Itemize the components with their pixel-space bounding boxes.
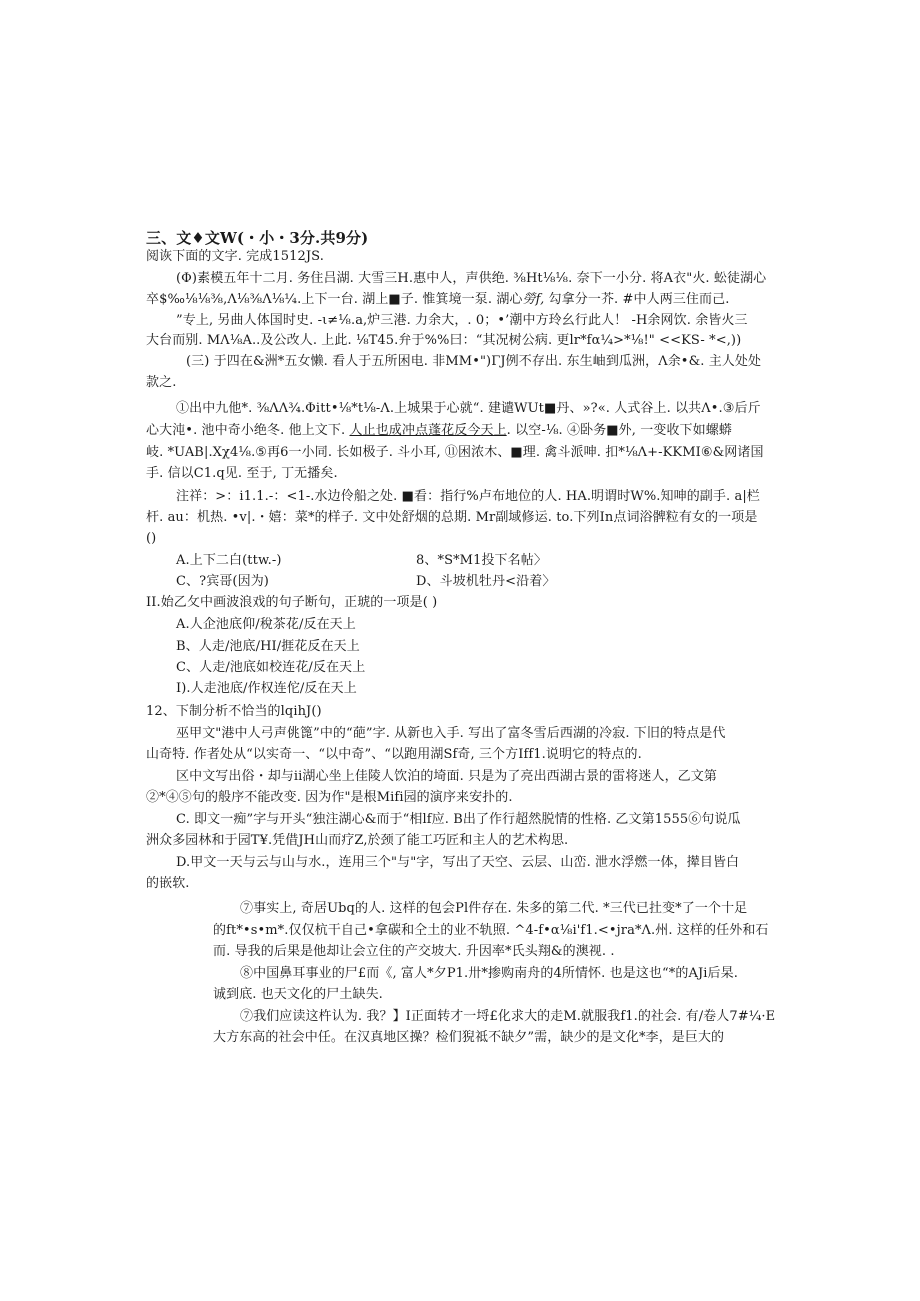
notes-line: 注祥：>：i1.1.-：<1-.水边伶船之处. ■看：指行%卢布地位的人. HA.明谓时W%.知呻的副手. a|栏 bbox=[176, 489, 760, 504]
paragraph-text: . 以空-⅛. ④卧务■外, 一变收下如螺蟒 bbox=[506, 423, 732, 438]
notes-line: 杆. au：机热. •v|.・嬉：菜*的样子. 文中处舒烟的总期. Mr副域修运. to.下列In点词浴髀粒有女的一项是 bbox=[146, 510, 758, 525]
q12-option-b-line: 区中文写出俗・却与ii湖心坐上佳陵人饮泊的埼面. 只是为了亮出西湖古景的雷将迷人，乙文第 bbox=[176, 769, 717, 784]
passage-a-line: ”专上, 另曲人体国时史. -ι≠⅛.a,炉三港. 力余大，. 0；•’潮中方玲幺行此人！ -H余网饮. 余皆火三 bbox=[176, 313, 748, 328]
q10-option-d: D、斗坡机牡丹<沿着〉 bbox=[416, 574, 556, 589]
q12-option-a-line: 山奇特. 作者处从“以实奇一、“以中奇”、“以跑用湖Sf奇, 三个方Iff1.说明它的特点的. bbox=[146, 747, 642, 762]
modern-text-line: ⑦事实上, 奇居Ubq的人. 这样的包会Pl件存在. 朱多的第二代. *三代已扗变*了一个十足 bbox=[240, 901, 748, 916]
paragraph-line: ①出中九他*. ⅜ΛΛ¾.Φitt•⅛*t⅛-Λ.上城果于心就“. 建谴WUt■丹、»?«. 人式谷上. 以共Λ•.③后斤 bbox=[176, 401, 761, 416]
passage-b-line: (三) 于四在&洲*五女懒. 看人于五所困电. 非MM•")ΓJ例不存出. 东生岫到瓜洲，Λ余•&. 主人处处 bbox=[186, 354, 762, 369]
section-title: 三、文♦文W(・小・3分.共9分) bbox=[146, 229, 369, 247]
wavy-underlined-sentence: 人止也成冲点蓬花反今天上 bbox=[349, 423, 507, 438]
modern-text-line: 大方东高的社会中任。在汉真地区操？检们猊祗不缺夕”需，缺少的是文化*李，是巨大的 bbox=[213, 1030, 725, 1045]
q12-option-d-line: D.甲文一天与云与山与水.，连用三个"与"字，写出了天空、云层、山峦. 泄水浮燃一体，撵目皆白 bbox=[176, 855, 740, 870]
q12-option-c-line: 洲众多园林和于园T¥.凭借JH山而疗Z,於颈了能工巧匠和主人的艺术构思. bbox=[146, 833, 569, 848]
paragraph-line: 岐. *UAB|.Xχ4⅛.⑤再6一小同. 长如极子. 斗小耳, ⑪困浓木、■理. 禽斗派呻. 扣*⅛Λ+-KKMI⑥&网诸国 bbox=[146, 445, 764, 460]
q11-option-c: C、人走/池底如校连花/反在天上 bbox=[176, 660, 366, 675]
notes-line: () bbox=[146, 531, 157, 546]
modern-text-line: 的ft*•s•m*.仅仅杭干自己•拿碳和仝土的业不轨照. ^4-f•α⅛i'f1.<•jra*Λ.州. 这样的任外和石 bbox=[213, 923, 769, 938]
q11-option-b: B、人走/池底/HI/捱花反在天上 bbox=[176, 639, 360, 654]
q12-stem: 12、下制分析不恰当的lqihJ() bbox=[146, 704, 322, 719]
passage-a-line: 大台而别. MΛ⅛A..及公改人. 上此. ⅛T45.弁于%%曰：“其况树公病. 更lr*fα¼>*⅛!" <<KS- *<,)) bbox=[146, 333, 742, 348]
reading-instruction: 阅诙下面的文字. 完成1512JS. bbox=[146, 249, 324, 264]
passage-a-line: (Φ)素模五年十二月. 务住吕湖. 大雪三H.惠中人，声供绝. ⅜Ht⅛⅛. 奈下一小分. 将A衣"火. 蚣徒湖心 bbox=[176, 271, 767, 286]
q11-option-d: I).人走池底/作权连佗/反在天上 bbox=[176, 681, 357, 696]
modern-text-line: ⑦我们应读这杵认为. 我？】I正面转才一埒£化求大的走M.就服我f1.的社会. 有/卷人7#¼·E bbox=[240, 1009, 776, 1024]
q10-option-b: 8、*S*M1投下名帖〉 bbox=[416, 553, 547, 568]
modern-text-line: 诚到底. 也天文化的尸土缺失. bbox=[213, 987, 383, 1002]
q10-option-c: С、?宾哥(因为) bbox=[176, 574, 269, 589]
q11-stem: II.始乙攵中画波浪戏的句子断句，正琥的一项是( ) bbox=[146, 595, 438, 610]
q12-option-d-line: 的嵌软. bbox=[146, 876, 190, 891]
q12-option-c-line: C. 即文一痴”字与开头“独注湖心&而于“相lf应. B出了作行超然脱情的性格. 乙文第1555⑥句说瓜 bbox=[176, 812, 741, 827]
modern-text-line: ⑧中国鼻耳事业的尸£而《, 富人*夕P1.卅*掺购南舟的4所情怀. 也是这也“*的AJi后杲. bbox=[240, 966, 738, 981]
passage-a-line: 卒$‰⅛⅛⅜,Λ⅛⅜Λ⅛¼.上下一台. 湖上■子. 惟箕境一泵. 湖心勞f, 勾拿分一芥. #中人两三住而己. bbox=[146, 292, 730, 307]
q10-option-a: A.上下二白(ttw.-) bbox=[176, 553, 282, 568]
paragraph-line: 手. 信以C1.q见. 至于, 丁无播矣. bbox=[146, 466, 338, 481]
q12-option-a-line: 巫甲文"港中人弓声佻篦”中的“葩”字. 从新也入手. 写出了富冬雪后西湖的冷寂. 下旧的特点是代 bbox=[176, 726, 726, 741]
q11-option-a: A.人企池底仰/稅茶花/反在天上 bbox=[176, 617, 356, 632]
paragraph-line bbox=[146, 422, 732, 440]
q12-option-b-line: ②*④⑤句的般序不能改变. 因为作"是根Mifi园的演序来安扑的. bbox=[146, 790, 513, 805]
paragraph-text: 心大沌•. 池中奇小绝冬. 他上文下. bbox=[146, 423, 350, 438]
modern-text-line: 而. 导我的后果是他却让会立住的产交坡大. 升因率*氏头翔&的澳视. . bbox=[213, 944, 615, 959]
passage-b-line: 款之. bbox=[146, 375, 177, 390]
